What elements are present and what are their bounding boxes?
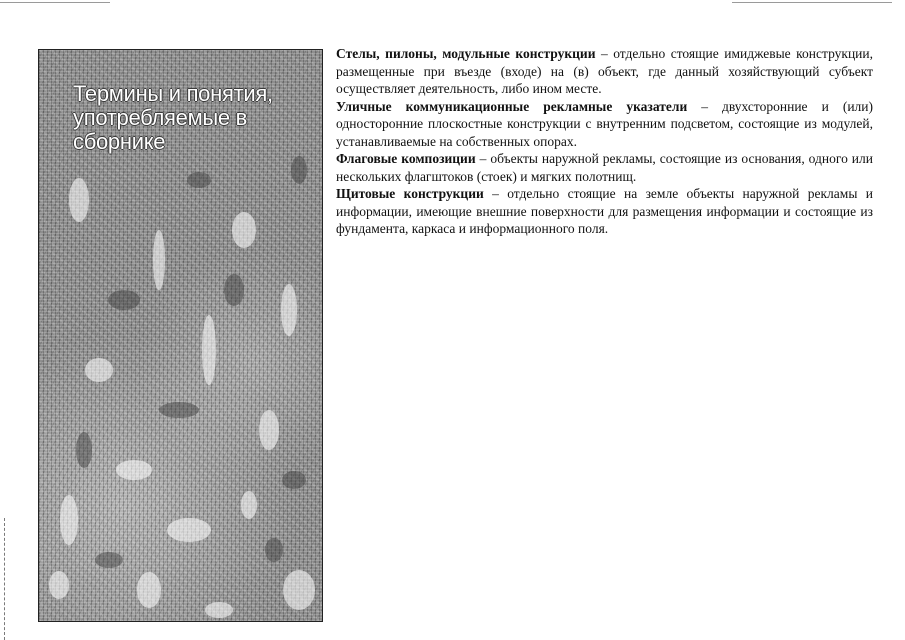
definitions-list — [336, 45, 873, 238]
definition-entry-billboards — [336, 185, 873, 238]
top-rule-right — [732, 2, 892, 3]
section-title-panel — [38, 49, 323, 622]
term-definition: – объекты наружной рекламы, состоящие из основания, одного или нескольких флагштоков (стоек) и мягких полотнищ. — [336, 151, 873, 184]
term-definition: – двухсторонние и (или) односторонние плоскостные конструкции с внутренним подсветом, состоящие из модулей, устанавливаемые на собственных опорах. — [336, 98, 873, 149]
margin-tick-marks — [4, 518, 7, 640]
definition-entry-steles — [336, 45, 873, 98]
term-name: Стелы, пилоны, модульные конструкции — [336, 46, 596, 61]
term-name: Флаговые композиции — [336, 151, 476, 166]
top-rule-left — [0, 2, 110, 3]
definition-entry-street-signs — [336, 98, 873, 151]
term-definition: – отдельно стоящие имиджевые конструкции, размещенные при въезде (входе) на (в) объект, где данный хозяйствующий субъект осуществляет деятельность, либо ином месте. — [336, 46, 873, 96]
definition-entry-flag-compositions — [336, 150, 873, 185]
panel-title: Термины и понятия, употребляемые в сборнике — [73, 81, 273, 154]
term-name: Щитовые конструкции — [336, 186, 484, 201]
term-definition: – отдельно стоящие на земле объекты наружной рекламы и информации, имеющие внешние поверхности для размещения информации и состоящие из фундамента, каркаса и информационного поля. — [336, 186, 873, 236]
term-name: Уличные коммуникационные рекламные указатели — [336, 98, 688, 114]
